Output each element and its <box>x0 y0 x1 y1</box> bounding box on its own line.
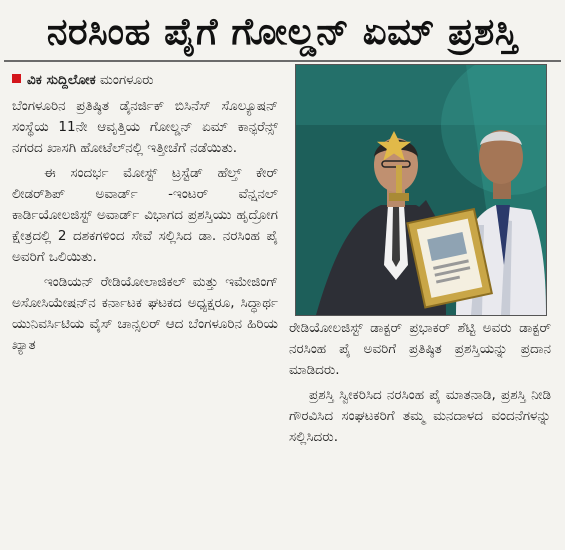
byline <box>12 68 154 92</box>
award-photo-illustration <box>296 65 546 315</box>
headline: ನರಸಿಂಹ ಪೈಗೆ ಗೋಲ್ಡನ್ ಏಮ್ ಪ್ರಶಸ್ತಿ <box>46 10 519 53</box>
red-square-icon <box>12 74 21 83</box>
photo-caption <box>289 318 551 452</box>
caption-paragraph: ಪ್ರಶಸ್ತಿ ಸ್ವೀಕರಿಸಿದ ನರಸಿಂಹ ಪೈ ಮಾತನಾಡಿ, ಪ್ರಶಸ್ತಿ ನೀಡಿ ಗೌರವಿಸಿದ ಸಂಘಟಕರಿಗೆ ತಮ್ಮ ಮನದಾಳದ ವಂದನೆಗಳನ್ನು ಸಲ್ಲಿಸಿದರು. <box>289 387 551 445</box>
body-paragraph: ಬೆಂಗಳೂರಿನ ಪ್ರತಿಷ್ಠಿತ ಡೈನರ್ಜಿಕ್ ಬಿಸಿನೆಸ್ ಸೊಲ್ಯೂಷನ್ ಸಂಸ್ಥೆಯ 11ನೇ ಆವೃತ್ತಿಯ ಗೋಲ್ಡನ್ ಏಮ್ ಕಾನ್ಫರೆನ್ಸ್ ನಗರದ ಖಾಸಗಿ ಹೋಟೆಲ್‌ನಲ್ಲಿ ಇತ್ತೀಚೆಗೆ ನಡೆಯಿತು. <box>12 98 278 156</box>
body-paragraph: ಇಂಡಿಯನ್ ರೇಡಿಯೋಲಾಜಿಕಲ್ ಮತ್ತು ಇಮೇಜಿಂಗ್ ಅಸೋಸಿಯೇಷನ್‌ನ ಕರ್ನಾಟಕ ಘಟಕದ ಅಧ್ಯಕ್ಷರೂ, ಸಿದ್ಧಾರ್ಥ ಯುನಿವರ್ಸಿಟಿಯ ವೈಸ್ ಚಾನ್ಸಲರ್ ಆದ ಬೆಂಗಳೂರಿನ ಹಿರಿಯ ಖ್ಯಾತ <box>12 274 278 353</box>
award-photo <box>295 64 547 316</box>
caption-paragraph: ರೇಡಿಯೋಲಜಿಸ್ಟ್ ಡಾಕ್ಟರ್ ಪ್ರಭಾಕರ್ ಶೆಟ್ಟಿ ಅವರು ಡಾಕ್ಟರ್ ನರಸಿಂಹ ಪೈ ಅವರಿಗೆ ಪ್ರತಿಷ್ಠಿತ ಪ್ರಶಸ್ತಿಯನ್ನು ಪ್ರದಾನ ಮಾಡಿದರು. <box>289 320 551 378</box>
article-body <box>12 96 278 360</box>
headline-rule <box>4 60 561 62</box>
byline-place: ಮಂಗಳೂರು <box>95 72 154 88</box>
body-paragraph: ಈ ಸಂದರ್ಭ ಮೋಸ್ಟ್ ಟ್ರಸ್ಟೆಡ್ ಹೆಲ್ತ್ ಕೇರ್ ಲೀಡರ್‌ಶಿಪ್ ಅವಾರ್ಡ್ -ಇಂಟರ್ ವೆನ್ಷನಲ್ ಕಾರ್ಡಿಯೋಲಜಿಸ್ಟ್ ಅವಾರ್ಡ್ ವಿಭಾಗದ ಪ್ರಶಸ್ತಿಯು ಹೃದ್ರೋಗ ಕ್ಷೇತ್ರದಲ್ಲಿ 2 ದಶಕಗಳಿಂದ ಸೇವೆ ಸಲ್ಲಿಸಿದ ಡಾ. ನರಸಿಂಹ ಪೈ ಅವರಿಗೆ ಒಲಿಯಿತು. <box>12 165 278 265</box>
byline-brand: ವಿಕ ಸುದ್ದಿಲೋಕ <box>27 72 96 88</box>
